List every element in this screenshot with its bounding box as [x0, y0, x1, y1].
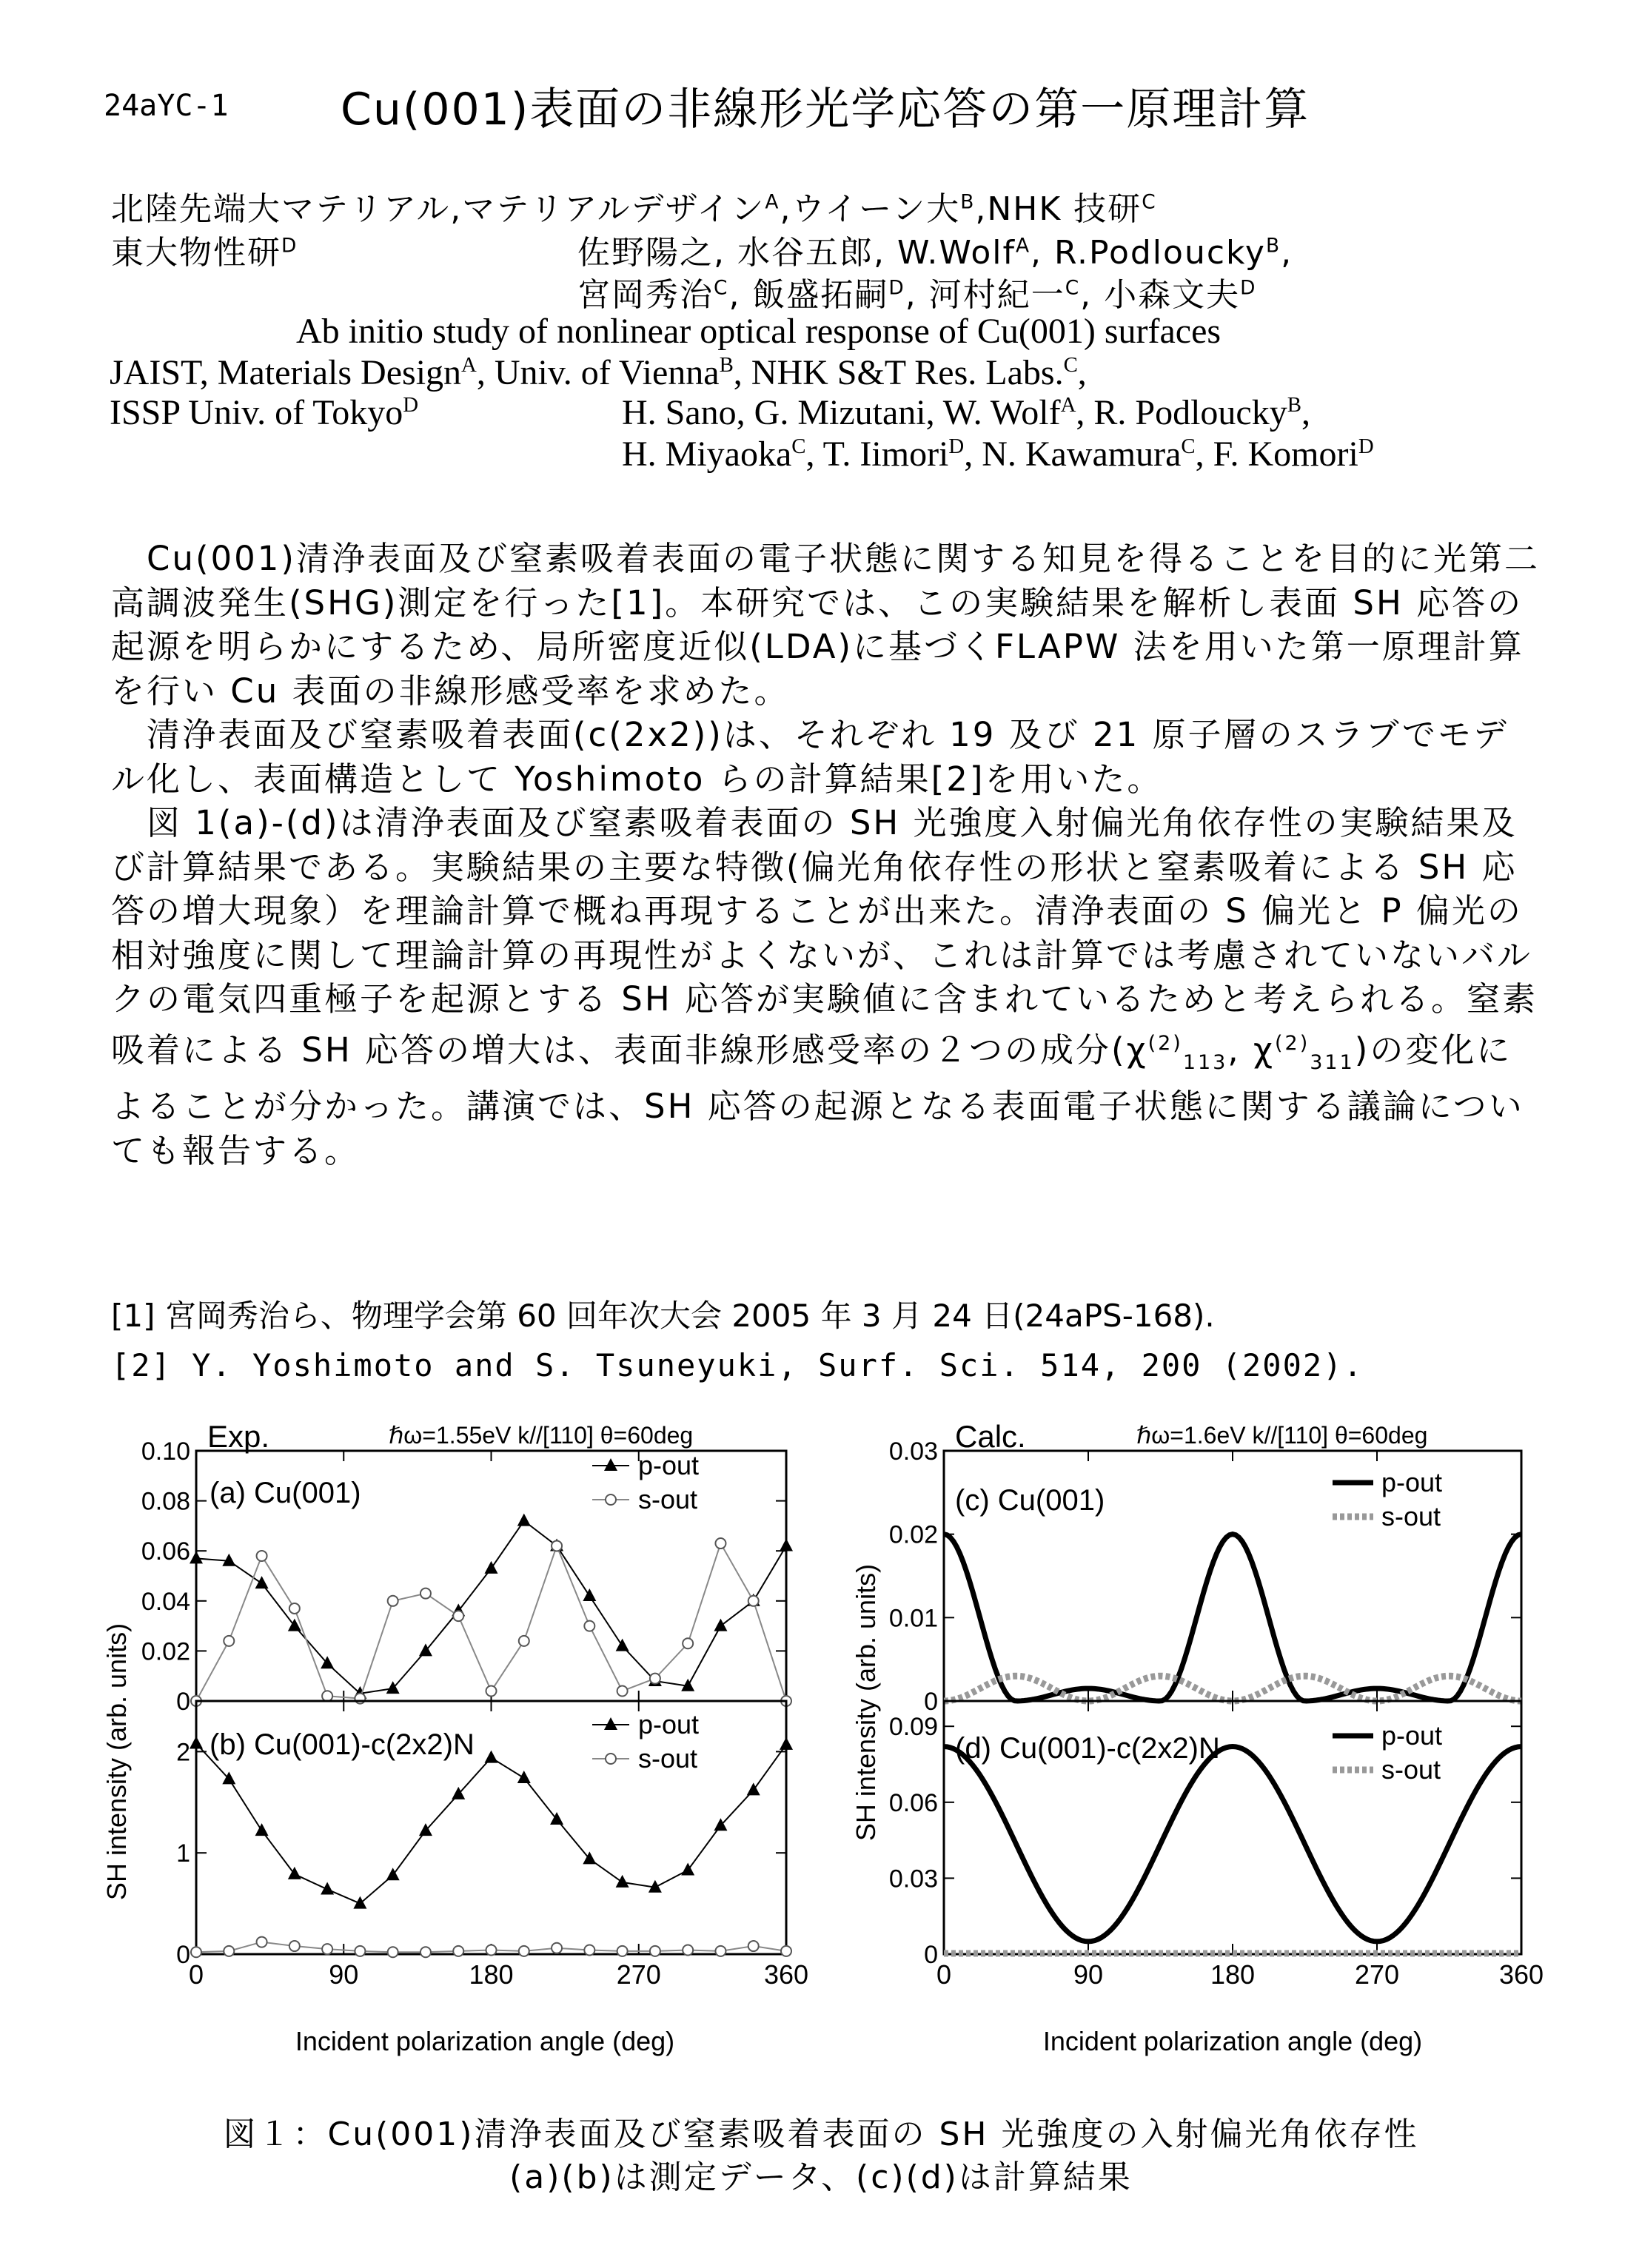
data-point-p-out: [222, 1554, 235, 1566]
caption-line2: (a)(b)は測定データ、(c)(d)は計算結果: [509, 2158, 1133, 2196]
x-tick-label: 0: [936, 1959, 952, 1990]
data-point-s-out: [257, 1551, 267, 1561]
panel-label: (a) Cu(001): [210, 1477, 361, 1509]
data-point-p-out: [321, 1882, 334, 1894]
data-point-s-out: [748, 1941, 759, 1951]
calc-xlabel: Incident polarization angle (deg): [1042, 2026, 1423, 2056]
chi-113: $\chi^{(2)}_{113}$: [1126, 1030, 1228, 1074]
jp-affiliation-line2: 東大物性研$^D$: [111, 234, 298, 272]
y-tick-label: 0.10: [141, 1437, 190, 1466]
y-tick-label: 2: [176, 1738, 190, 1767]
english-names-row2: H. Miyaoka$^C$, T. Iimori$^D$, N. Kawamura$^C$, F. Komori$^D$: [622, 435, 1374, 474]
jp-author-names-row1: 佐野陽之, 水谷五郎, W.Wolf$^A$, R.Podloucky$^B$,: [577, 234, 1293, 272]
figure-caption: [0, 2113, 1642, 2199]
y-tick-label: 0.04: [141, 1587, 190, 1616]
y-tick-label: 0: [176, 1941, 190, 1969]
data-point-s-out: [257, 1937, 267, 1947]
data-point-s-out: [322, 1691, 332, 1701]
data-point-s-out: [224, 1946, 234, 1956]
legend-label: p-out: [638, 1709, 700, 1739]
caption-line1: 図１：Cu(001)清浄表面及び窒素吸着表面の SH 光強度の入射偏光角依存性: [223, 2116, 1419, 2153]
english-title: Ab initio study of nonlinear optical response of Cu(001) surfaces: [296, 312, 1222, 351]
jp-author-names-row2: 宮岡秀治$^C$, 飯盛拓嗣$^D$, 河村紀一$^C$, 小森文夫$^D$: [577, 276, 1257, 314]
data-point-s-out: [420, 1947, 431, 1957]
x-tick-label: 360: [1498, 1959, 1544, 1990]
paragraph-1: Cu(001)清浄表面及び窒素吸着表面の電子状態に関する知見を得ることを目的に光第二高調波発生(SHG)測定を行った[1]。本研究では、この実験結果を解析し表面 SH 応答の起源を明らかにするため、局所密度近似(LDA)に基づくFLAPW 法を用いた第一原理計算を行い Cu 表面の非線形感受率を求めた。: [111, 539, 1540, 711]
x-tick-label: 270: [616, 1959, 661, 1990]
exp-xlabel: Incident polarization angle (deg): [295, 2026, 675, 2056]
panel-b: [176, 1701, 808, 1990]
exp-header: Exp.: [207, 1419, 270, 1454]
data-point-s-out: [650, 1674, 660, 1684]
data-point-s-out: [715, 1538, 726, 1549]
y-tick-label: 0.03: [888, 1437, 938, 1466]
legend-label: p-out: [1381, 1467, 1443, 1497]
x-tick-label: 90: [1073, 1959, 1104, 1990]
english-affiliation-line2: ISSP Univ. of Tokyo$^D$: [110, 393, 419, 432]
panel-a: [141, 1437, 793, 1716]
y-tick-label: 0: [924, 1688, 938, 1716]
legend-label: p-out: [1381, 1720, 1443, 1751]
legend-label: s-out: [1381, 1754, 1441, 1785]
x-tick-label: 0: [188, 1959, 204, 1990]
series-line-p-out: [196, 1743, 786, 1903]
x-tick-label: 360: [763, 1959, 809, 1990]
data-point-s-out: [584, 1621, 594, 1631]
data-point-p-out: [485, 1751, 498, 1763]
y-tick-label: 0.08: [141, 1487, 190, 1516]
legend-label: s-out: [638, 1743, 698, 1774]
data-point-s-out: [289, 1941, 300, 1951]
data-point-s-out: [584, 1945, 594, 1956]
y-tick-label: 0.03: [888, 1865, 938, 1893]
legend-marker: [604, 1717, 617, 1730]
y-tick-label: 0.06: [141, 1537, 190, 1566]
panel-label: (b) Cu(001)-c(2x2)N: [210, 1728, 475, 1761]
data-point-p-out: [616, 1639, 629, 1651]
jp-affiliation-line1: 北陸先端大マテリアル,マテリアルデザイン$^A$,ウイーン大$^B$,NHK 技研$^C$: [111, 190, 1157, 228]
data-point-s-out: [420, 1588, 431, 1599]
x-tick-label: 270: [1354, 1959, 1400, 1990]
data-point-p-out: [255, 1576, 269, 1588]
y-tick-label: 1: [176, 1839, 190, 1868]
legend-marker: [606, 1754, 616, 1764]
abstract-code: 24aYC-1: [104, 89, 229, 123]
calc-ylabel: SH intensity (arb. units): [851, 1563, 881, 1842]
english-affiliation-line1: JAIST, Materials Design$^A$, Univ. of Vienna$^B$, NHK S&T Res. Labs.$^C$,: [110, 353, 1087, 392]
data-point-s-out: [322, 1944, 332, 1954]
data-point-p-out: [255, 1823, 269, 1836]
data-point-s-out: [552, 1540, 562, 1551]
paragraph-3: 図 1(a)-(d)は清浄表面及び窒素吸着表面の SH 光強度入射偏光角依存性の実験結果及び計算結果である。実験結果の主要な特徴(偏光角依存性の形状と窒素吸着による SH 応答の増大現象）を理論計算で概ね再現することが出来た。清浄表面の S 偏光と P 偏光の相対強度に関して理論計算の再現性がよくないが、これは計算では考慮されていないバルクの電気四重極子を起源とする SH 応答が実験値に含まれているためと考えられる。窒素吸着による SH 応答の増大は、表面非線形感受率の２つの成分($\chi^{(2)}_{113}$, $\chi^{(2)}_{311}$)の変化によることが分かった。講演では、SH 応答の起源となる表面電子状態に関する議論についても報告する。: [111, 803, 1538, 1170]
y-tick-label: 0: [176, 1688, 190, 1716]
exp-ylabel: SH intensity (arb. units): [101, 1623, 132, 1901]
data-point-p-out: [353, 1896, 366, 1909]
data-point-p-out: [616, 1875, 629, 1888]
data-point-p-out: [714, 1619, 727, 1631]
paper-title: Cu(001)表面の非線形光学応答の第一原理計算: [341, 84, 1310, 135]
x-tick-label: 180: [1210, 1959, 1256, 1990]
data-point-s-out: [683, 1638, 693, 1648]
data-point-p-out: [190, 1736, 203, 1748]
data-point-s-out: [748, 1596, 759, 1606]
chi-311: $\chi^{(2)}_{311}$: [1253, 1030, 1355, 1074]
data-point-s-out: [289, 1603, 300, 1614]
reference-2: [2] Y. Yoshimoto and S. Tsuneyuki, Surf. Sci. 514, 200 (2002).: [111, 1347, 1364, 1383]
data-point-s-out: [388, 1596, 398, 1606]
reference-1: [1] 宮岡秀治ら、物理学会第 60 回年次大会 2005 年 3 月 24 日(24aPS-168).: [111, 1298, 1215, 1334]
data-point-s-out: [486, 1945, 497, 1956]
data-point-s-out: [486, 1685, 497, 1696]
y-tick-label: 0: [924, 1941, 938, 1969]
data-point-s-out: [453, 1946, 463, 1956]
abstract-body: [111, 537, 1540, 1172]
data-point-s-out: [453, 1611, 463, 1621]
x-tick-label: 180: [469, 1959, 514, 1990]
data-point-s-out: [617, 1946, 628, 1956]
data-point-s-out: [715, 1946, 726, 1956]
exp-conditions: ℏω=1.55eV k//[110] θ=60deg: [389, 1422, 694, 1449]
data-point-s-out: [617, 1685, 628, 1696]
paragraph-2: 清浄表面及び窒素吸着表面(c(2x2))は、それぞれ 19 及び 21 原子層のスラブでモデル化し、表面構造として Yoshimoto らの計算結果[2]を用いた。: [111, 715, 1509, 799]
series-line-p-out: [196, 1521, 786, 1694]
english-names-row1: H. Sano, G. Mizutani, W. Wolf$^A$, R. Podloucky$^B$,: [622, 393, 1310, 432]
y-tick-label: 0.01: [888, 1604, 938, 1633]
data-point-s-out: [519, 1946, 529, 1956]
legend-label: s-out: [638, 1484, 698, 1514]
data-point-s-out: [781, 1946, 791, 1956]
data-point-s-out: [552, 1943, 562, 1953]
data-point-s-out: [650, 1946, 660, 1956]
legend-marker: [606, 1494, 616, 1505]
legend-label: p-out: [638, 1450, 700, 1480]
data-point-s-out: [355, 1694, 365, 1704]
data-point-s-out: [388, 1947, 398, 1957]
data-point-s-out: [191, 1947, 201, 1957]
y-tick-label: 0.09: [888, 1713, 938, 1742]
panel-c: [889, 1437, 1521, 1716]
legend-marker: [604, 1458, 617, 1471]
data-point-p-out: [780, 1538, 793, 1551]
panel-label: (d) Cu(001)-c(2x2)N: [955, 1732, 1220, 1765]
y-tick-label: 0.02: [888, 1520, 938, 1549]
calc-conditions: ℏω=1.6eV k//[110] θ=60deg: [1136, 1422, 1428, 1449]
y-tick-label: 0.06: [888, 1788, 938, 1817]
panel-d: [889, 1701, 1544, 1990]
legend-label: s-out: [1381, 1501, 1441, 1531]
data-point-s-out: [224, 1636, 234, 1646]
data-point-s-out: [683, 1945, 693, 1956]
y-tick-label: 0.02: [141, 1637, 190, 1666]
data-point-s-out: [519, 1636, 529, 1646]
panel-label: (c) Cu(001): [955, 1484, 1105, 1517]
data-point-p-out: [190, 1551, 203, 1563]
data-point-p-out: [517, 1771, 531, 1783]
data-point-p-out: [517, 1514, 531, 1526]
x-tick-label: 90: [329, 1959, 359, 1990]
figure-1: [0, 1406, 1642, 2073]
calc-header: Calc.: [955, 1419, 1026, 1454]
data-point-s-out: [355, 1946, 365, 1956]
data-point-p-out: [583, 1588, 596, 1601]
data-point-p-out: [780, 1737, 793, 1750]
